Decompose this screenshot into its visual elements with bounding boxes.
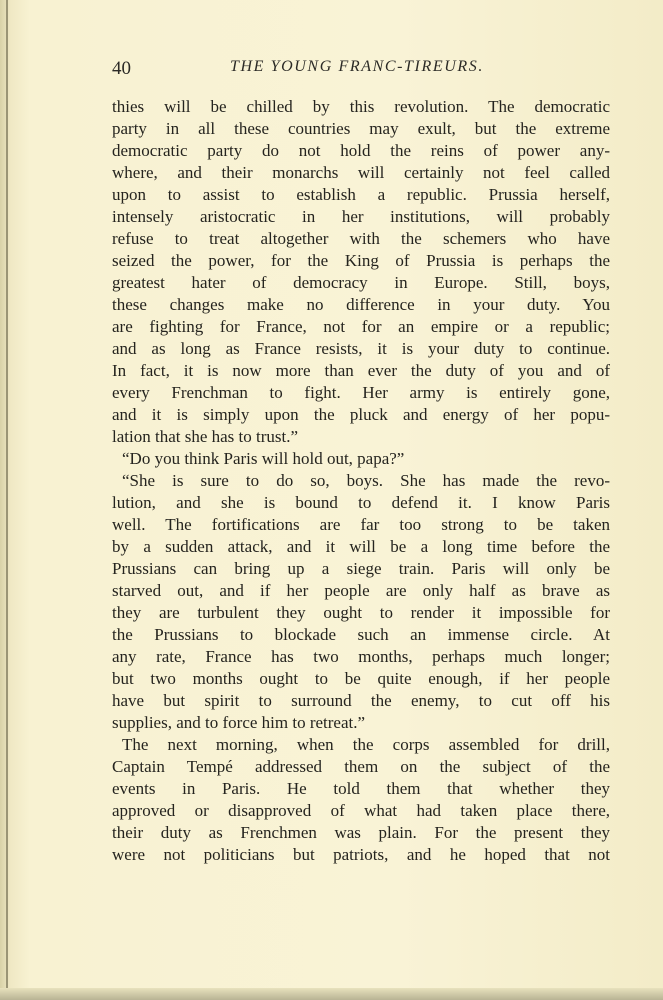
text-line: The next morning, when the corps assembled for drill,: [122, 735, 610, 754]
text-line: where, and their monarchs will certainly not feel called: [112, 163, 610, 182]
text-line: they are turbulent they ought to render it impossible for: [112, 603, 610, 622]
text-line: any rate, France has two months, perhaps much longer;: [112, 647, 610, 666]
text-line: starved out, and if her people are only half as brave as: [112, 581, 610, 600]
page-number: 40: [112, 58, 131, 79]
text-line: Captain Tempé addressed them on the subject of the: [112, 757, 610, 776]
text-line: democratic party do not hold the reins of power any-: [112, 141, 610, 160]
text-line: have but spirit to surround the enemy, to cut off his: [112, 691, 610, 710]
running-title: THE YOUNG FRANC-TIREURS.: [230, 58, 484, 75]
text-line: these changes make no difference in your duty. You: [112, 295, 610, 314]
text-line: greatest hater of democracy in Europe. Still, boys,: [112, 273, 610, 292]
text-line: well. The fortifications are far too strong to be taken: [112, 515, 610, 534]
text-line: upon to assist to establish a republic. Prussia herself,: [112, 185, 610, 204]
text-line: refuse to treat altogether with the schemers who have: [112, 229, 610, 248]
body-text: [112, 96, 610, 866]
text-line: events in Paris. He told them that whether they: [112, 779, 610, 798]
text-line: the Prussians to blockade such an immense circle. At: [112, 625, 610, 644]
text-line: their duty as Frenchmen was plain. For the present they: [112, 823, 610, 842]
text-line: every Frenchman to fight. Her army is entirely gone,: [112, 383, 610, 402]
text-line: but two months ought to be quite enough, if her people: [112, 669, 610, 688]
page-header: [112, 58, 612, 84]
text-line: thies will be chilled by this revolution. The democratic: [112, 97, 610, 116]
text-line: seized the power, for the King of Prussia is perhaps the: [112, 251, 610, 270]
text-line: and it is simply upon the pluck and energy of her popu-: [112, 405, 610, 424]
text-line: lation that she has to trust.”: [112, 427, 299, 446]
text-line: intensely aristocratic in her institutions, will probably: [112, 207, 610, 226]
text-line: “Do you think Paris will hold out, papa?”: [122, 449, 405, 468]
text-line: party in all these countries may exult, but the extreme: [112, 119, 610, 138]
text-line: were not politicians but patriots, and he hoped that not: [112, 845, 610, 864]
text-line: and as long as France resists, it is your duty to continue.: [112, 339, 610, 358]
text-line: supplies, and to force him to retreat.”: [112, 713, 366, 732]
text-line: In fact, it is now more than ever the duty of you and of: [112, 361, 610, 380]
text-line: Prussians can bring up a siege train. Paris will only be: [112, 559, 610, 578]
text-line: lution, and she is bound to defend it. I know Paris: [112, 493, 610, 512]
text-line: by a sudden attack, and it will be a long time before the: [112, 537, 610, 556]
text-line: approved or disapproved of what had taken place there,: [112, 801, 610, 820]
text-line: “She is sure to do so, boys. She has made the revo-: [122, 471, 610, 490]
text-line: are fighting for France, not for an empire or a republic;: [112, 317, 610, 336]
